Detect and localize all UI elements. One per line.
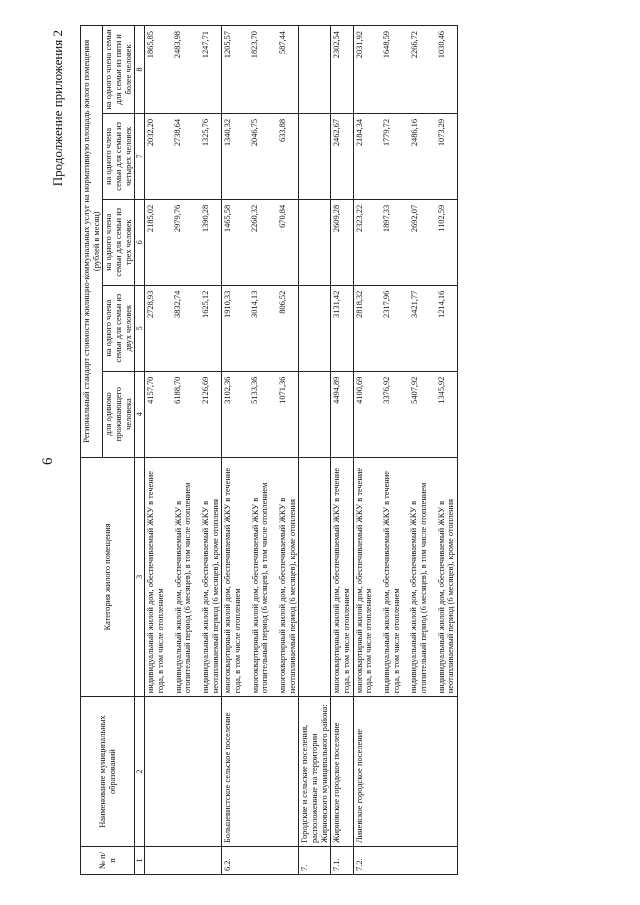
value: 4494,89 bbox=[332, 376, 342, 404]
value: 1910,33 bbox=[223, 290, 233, 318]
value: 1325,76 bbox=[201, 118, 211, 147]
value: 4100,69 bbox=[354, 376, 364, 404]
row-number bbox=[145, 847, 222, 875]
sub-header: на одного члена семьи для семьи из четырех человек bbox=[103, 113, 135, 199]
value: 2032,20 bbox=[146, 118, 156, 147]
value: 3102,36 bbox=[223, 376, 233, 404]
value-cell bbox=[145, 371, 222, 457]
municipality-name: Линевское городское поселение bbox=[353, 697, 457, 847]
value: 2728,93 bbox=[146, 290, 156, 318]
value: 2486,16 bbox=[409, 118, 419, 147]
category-text: индивидуальный жилой дом, обеспечиваемый ЖКУ в неотапливаемый период (6 месяцев), кроме отопления bbox=[201, 499, 220, 694]
value: 1345,92 bbox=[436, 376, 446, 404]
row-number: 7.1. bbox=[331, 847, 353, 875]
value: 2692,07 bbox=[409, 204, 419, 233]
sub-header: на одного члена семьи для семьи из пяти и более человек bbox=[103, 26, 135, 114]
value: 1823,70 bbox=[250, 31, 260, 59]
value-cell bbox=[331, 26, 353, 114]
category-text: индивидуальный жилой дом, обеспечиваемый ЖКУ в течение года, в том числе отоплением bbox=[381, 471, 401, 694]
value: 2031,92 bbox=[354, 31, 364, 59]
value-cell bbox=[299, 371, 331, 457]
index-cell: 8 bbox=[135, 26, 145, 114]
tariff-table bbox=[80, 25, 458, 875]
value: 1465,58 bbox=[223, 204, 233, 233]
value: 5133,36 bbox=[250, 376, 260, 404]
value-cell bbox=[222, 26, 299, 114]
value: 670,84 bbox=[278, 204, 288, 228]
municipality-name: Большевистское сельское поселение bbox=[222, 697, 299, 847]
category-cell bbox=[145, 457, 222, 697]
value-cell bbox=[299, 199, 331, 285]
table-row bbox=[145, 26, 222, 875]
category-text: индивидуальный жилой дом, обеспечиваемый ЖКУ в отопительный период (6 месяцев), в том числе отоплением bbox=[173, 482, 193, 694]
value-cell bbox=[353, 285, 457, 371]
value: 1247,71 bbox=[201, 31, 211, 59]
value: 2126,69 bbox=[201, 376, 211, 404]
table-row bbox=[331, 26, 353, 875]
index-cell: 4 bbox=[135, 371, 145, 457]
page-number: 6 bbox=[40, 457, 56, 465]
value: 4157,70 bbox=[146, 376, 156, 404]
row-number: 7. bbox=[299, 847, 331, 875]
category-cell bbox=[353, 457, 457, 697]
value: 2483,98 bbox=[173, 31, 183, 59]
value-cell bbox=[299, 113, 331, 199]
col-name-header: Наименование муниципальных образований bbox=[81, 697, 135, 847]
value: 1030,46 bbox=[436, 31, 446, 59]
value: 5407,92 bbox=[409, 376, 419, 404]
value: 2266,72 bbox=[409, 31, 419, 59]
category-cell bbox=[299, 457, 331, 697]
category-text: индивидуальный жилой дом, обеспечиваемый ЖКУ в отопительный период (6 месяцев), в том числе отоплением bbox=[409, 482, 428, 694]
value-cell bbox=[331, 371, 353, 457]
value: 1390,28 bbox=[201, 204, 211, 233]
value: 2317,96 bbox=[381, 290, 391, 318]
value: 1779,72 bbox=[381, 118, 391, 147]
row-number: 6.2. bbox=[222, 847, 299, 875]
value: 2818,32 bbox=[354, 290, 364, 318]
value: 2979,76 bbox=[173, 204, 183, 233]
value: 1865,85 bbox=[146, 31, 156, 59]
table-row bbox=[299, 26, 331, 875]
category-cell bbox=[331, 457, 353, 697]
value: 3131,42 bbox=[332, 290, 342, 318]
value: 2609,28 bbox=[332, 204, 342, 233]
sub-header: для одиноко проживающего человека bbox=[103, 371, 135, 457]
value: 2185,02 bbox=[146, 204, 156, 233]
value: 1071,36 bbox=[278, 376, 288, 404]
row-number: 7.2. bbox=[353, 847, 457, 875]
value-cell bbox=[299, 285, 331, 371]
value: 806,52 bbox=[278, 290, 288, 314]
value: 2462,67 bbox=[332, 118, 342, 147]
category-text: многоквартирный жилой дом, обеспечиваемый ЖКУ в течение года, в том числе отоплением bbox=[332, 467, 351, 694]
value: 2323,22 bbox=[354, 204, 364, 233]
value: 1897,33 bbox=[381, 204, 391, 233]
municipality-name: Жирновское городское поселение bbox=[331, 697, 353, 847]
value-cell bbox=[331, 199, 353, 285]
col-category-header: Категория жилого помещения bbox=[81, 457, 135, 697]
category-text: многоквартирный жилой дом, обеспечиваемый ЖКУ в течение года, в том числе отоплением bbox=[223, 467, 243, 694]
value: 6188,70 bbox=[173, 376, 183, 404]
table-row bbox=[222, 26, 299, 875]
value: 1625,12 bbox=[201, 290, 211, 318]
category-text: многоквартирный жилой дом, обеспечиваемый ЖКУ в отопительный период (6 месяцев), в том числе отоплением bbox=[250, 482, 270, 694]
table-row bbox=[353, 26, 457, 875]
value-cell bbox=[353, 113, 457, 199]
value-cell bbox=[222, 285, 299, 371]
value: 2738,64 bbox=[173, 118, 183, 147]
value: 1205,57 bbox=[223, 31, 233, 59]
municipality-name bbox=[145, 697, 222, 847]
appendix-label: Продолжение приложения 2 bbox=[50, 30, 65, 187]
value: 2184,34 bbox=[354, 118, 364, 147]
category-text: индивидуальный жилой дом, обеспечиваемый ЖКУ в течение года, в том числе отоплением bbox=[146, 471, 166, 694]
sub-header: на одного члена семьи для семьи из двух человек bbox=[103, 285, 135, 371]
index-cell: 3 bbox=[135, 457, 145, 697]
col-group-header: Региональный стандарт стоимости жилищно-коммунальных услуг на нормативную площадь жилого помещения (рублей в месяц) bbox=[81, 26, 103, 458]
value-cell bbox=[145, 26, 222, 114]
value: 633,88 bbox=[278, 118, 288, 142]
table-body bbox=[145, 26, 457, 875]
value-cell bbox=[145, 113, 222, 199]
category-cell bbox=[222, 457, 299, 697]
value-cell bbox=[222, 113, 299, 199]
value-cell bbox=[353, 26, 457, 114]
value-cell bbox=[299, 26, 331, 114]
value: 1648,59 bbox=[381, 31, 391, 59]
value: 3832,74 bbox=[173, 290, 183, 318]
value: 3376,92 bbox=[381, 376, 391, 404]
category-text: индивидуальный жилой дом, обеспечиваемый ЖКУ в неотапливаемый период (6 месяцев), кроме отопления bbox=[436, 499, 456, 694]
index-cell: 2 bbox=[135, 697, 145, 847]
category-text: многоквартирный жилой дом, обеспечиваемый ЖКУ в неотапливаемый период (6 месяцев), кроме отопления bbox=[278, 497, 297, 694]
value-cell bbox=[145, 285, 222, 371]
value: 1214,16 bbox=[436, 290, 446, 318]
index-cell: 6 bbox=[135, 199, 145, 285]
value: 3014,13 bbox=[250, 290, 260, 318]
value: 3421,77 bbox=[409, 290, 419, 318]
value-cell bbox=[222, 199, 299, 285]
value: 2046,75 bbox=[250, 118, 260, 147]
value: 587,44 bbox=[278, 31, 288, 55]
index-cell: 5 bbox=[135, 285, 145, 371]
value: 1073,29 bbox=[436, 118, 446, 147]
value: 1340,32 bbox=[223, 118, 233, 147]
value-cell bbox=[331, 285, 353, 371]
value-cell bbox=[353, 371, 457, 457]
col-no-header: № п/п bbox=[81, 847, 135, 875]
value-cell bbox=[331, 113, 353, 199]
value-cell bbox=[353, 199, 457, 285]
municipality-name: Городские и сельские поселения, расположенные на территории Жирновского муниципального района: bbox=[299, 697, 331, 847]
value: 2302,54 bbox=[332, 31, 342, 59]
value: 1102,59 bbox=[436, 204, 446, 232]
value: 2260,32 bbox=[250, 204, 260, 233]
index-cell: 7 bbox=[135, 113, 145, 199]
index-cell: 1 bbox=[135, 847, 145, 875]
sub-header: на одного члена семьи для семьи из трех человек bbox=[103, 199, 135, 285]
value-cell bbox=[145, 199, 222, 285]
value-cell bbox=[222, 371, 299, 457]
category-text: многоквартирный жилой дом, обеспечиваемый ЖКУ в течение года, в том числе отоплением bbox=[354, 467, 374, 694]
